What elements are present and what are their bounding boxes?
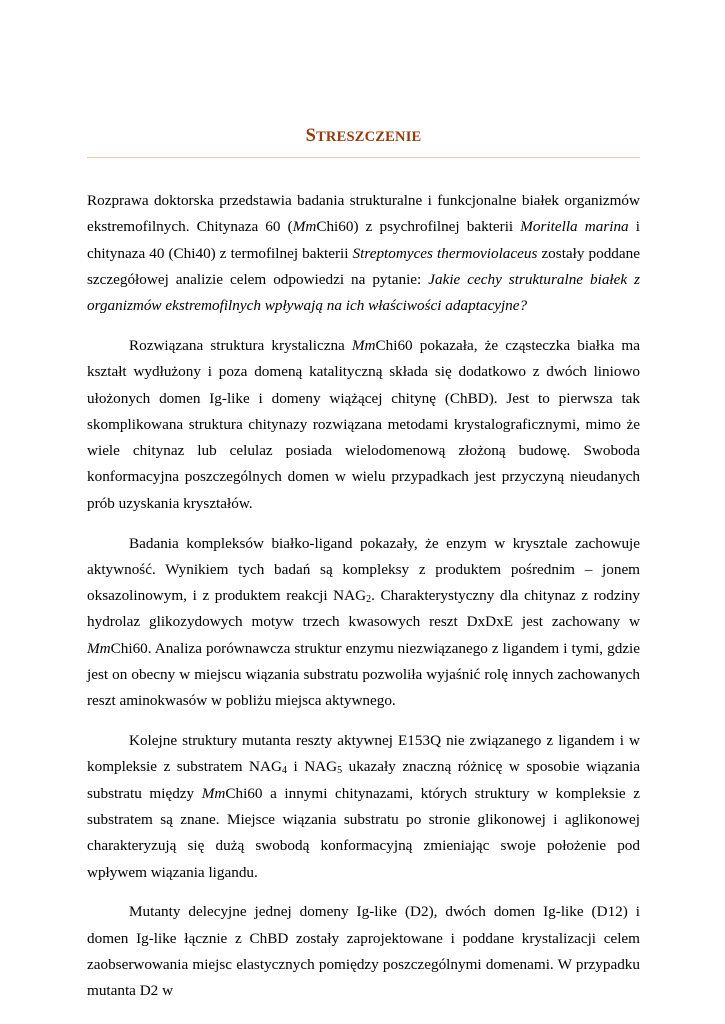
italic-run: Mm [292, 218, 317, 236]
text-run: Rozwiązana struktura krystaliczna [129, 336, 352, 354]
text-run: ukazały znaczną różnicę w sposobie wiązania substratu między [87, 758, 640, 802]
italic-run: Mm [87, 639, 111, 657]
subscript: 5 [337, 765, 343, 777]
species-name: Streptomyces thermoviolaceus [352, 244, 538, 262]
text-run: Chi60 pokazała, że cząsteczka białka ma kształt wydłużony i poza domeną katalityczną składa się dodatkowo z dwóch liniowo ułożonych domen Ig-like i domeny wiążącej chitynę (ChBD). Jest to pierwsza tak skomplikowana struktura chitynazy rozwiązana metodami krystalograficznymi, mimo że wiele chitynaz lub celulaz posiada wielodomenową złożoną budowę. Swoboda konformacyjna poszczególnych domen w wielu przypadkach jest przyczyną nieudanych prób uzyskania kryształów. [87, 336, 640, 512]
text-run: i NAG [286, 758, 338, 776]
paragraph-5 [87, 899, 640, 1004]
heading-divider [87, 157, 640, 158]
paragraph-1 [87, 188, 640, 319]
section-heading [87, 124, 640, 149]
subscript: 2 [366, 594, 372, 606]
paragraph-2 [87, 333, 640, 517]
text-run: zostały poddane szczegółowej analizie celem odpowiedzi na pytanie: [87, 244, 640, 288]
text-run: Rozprawa doktorska przedstawia badania strukturalne i funkcjonalne białek organizmów ekstremofilnych. Chitynaza 60 ( [87, 192, 640, 236]
text-run: i chitynaza 40 (Chi40) z termofilnej bakterii [87, 218, 640, 262]
abstract-body [87, 188, 640, 1018]
heading-initial: S [305, 126, 317, 146]
subscript: 4 [281, 765, 287, 777]
text-run: Mutanty delecyjne jednej domeny Ig-like (D2), dwóch domen Ig-like (D12) i domen Ig-like łącznie z ChBD zostały zaprojektowane i poddane krystalizacji celem zaobserwowania miejsc elastycznych pomiędzy poszczególnymi domenami. W przypadku mutanta D2 w [87, 903, 640, 1000]
research-question: Jakie cechy strukturalne białek z organizmów ekstremofilnych wpływają na ich właściwości adaptacyjne? [87, 270, 641, 315]
text-run: Badania kompleksów białko-ligand pokazały, że enzym w krysztale zachowuje aktywność. Wynikiem tych badań są kompleksy z produktem pośrednim – jonem oksazolinowym, i z produktem reakcji NAG [87, 534, 640, 605]
text-run: Chi60 a innymi chitynazami, których struktury w kompleksie z substratem są znane. Miejsce wiązania substratu po stronie glikonowej i aglikonowej charakteryzują się dużą swobodą konformacyjną zmieniając swoje położenie pod wpływem wiązania ligandu. [87, 784, 640, 881]
paragraph-3 [87, 531, 640, 715]
text-run: . Charakterystyczny dla chitynaz z rodziny hydrolaz glikozydowych motyw trzech kwasowych reszt DxDxE jest zachowany w [87, 587, 640, 631]
species-name: Moritella marina [520, 218, 629, 236]
italic-run: Mm [201, 784, 226, 802]
paragraph-4 [87, 728, 640, 886]
text-run: Chi60. Analiza porównawcza struktur enzymu niezwiązanego z ligandem i tymi, gdzie jest on obecny w miejscu wiązania substratu pozwoliła wyjaśnić rolę innych zachowanych reszt aminokwasów w pobliżu miejsca aktywnego. [87, 639, 640, 710]
italic-run: Mm [351, 336, 376, 354]
heading-rest: TRESZCZENIE [316, 129, 422, 145]
text-run: Chi60) z psychrofilnej bakterii [316, 218, 521, 236]
text-run: Kolejne struktury mutanta reszty aktywnej E153Q nie związanego z ligandem i w kompleksie z substratem NAG [87, 732, 640, 776]
